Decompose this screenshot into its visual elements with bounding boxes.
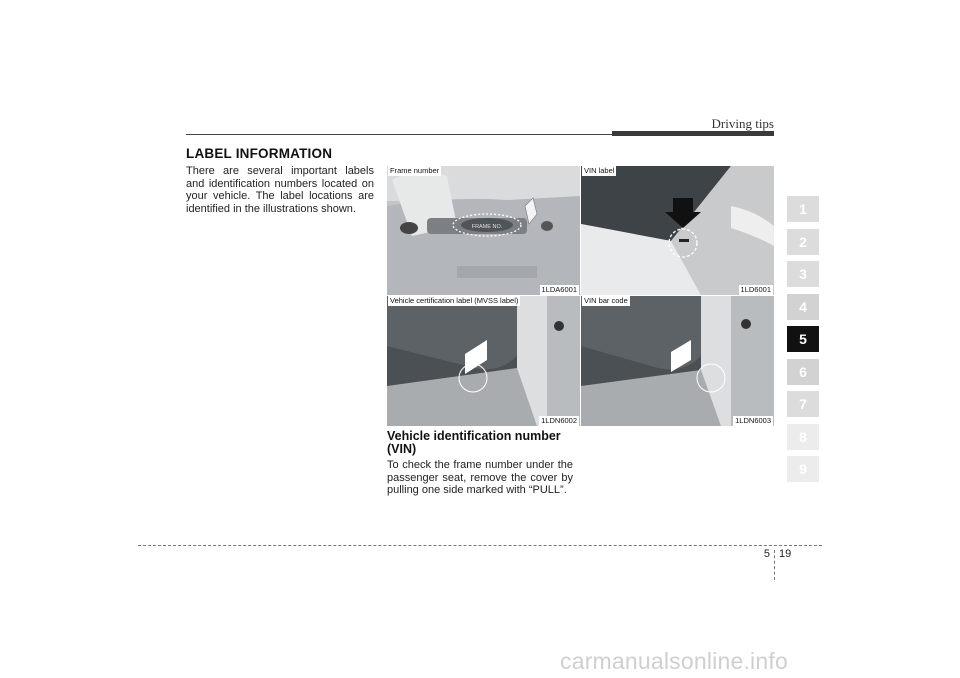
footer-chapter-number: 5: [763, 548, 770, 560]
chapter-tabs: [787, 196, 819, 489]
footer-page-number: 19: [779, 548, 792, 560]
photo-caption: VIN bar code: [584, 296, 628, 305]
footer-divider: [138, 545, 822, 546]
chapter-tab-5[interactable]: 5: [787, 326, 819, 352]
chapter-tab-6[interactable]: 6: [787, 359, 819, 385]
header-rule: [186, 134, 613, 135]
vin-label-illustration: [581, 166, 774, 295]
chapter-tab-8[interactable]: 8: [787, 424, 819, 450]
photo-code: 1LDA6001: [541, 285, 577, 294]
photo-caption: Frame number: [390, 166, 440, 175]
frame-number-illustration: [387, 166, 580, 295]
watermark: carmanualsonline.info: [560, 648, 788, 674]
intro-paragraph: There are several important labels and identification numbers located on your vehicle. The label locations are identified in the illustrations shown.: [186, 165, 374, 215]
photo-caption: VIN label: [584, 166, 615, 175]
chapter-tab-7[interactable]: 7: [787, 391, 819, 417]
vin-subheading: Vehicle identification number (VIN): [387, 429, 561, 456]
chapter-tab-3[interactable]: 3: [787, 261, 819, 287]
frame-no-text: FRAME NO.: [471, 224, 503, 230]
chapter-tab-4[interactable]: 4: [787, 294, 819, 320]
header-rule-accent: [612, 131, 774, 136]
certification-label-illustration: [387, 296, 580, 426]
photo-vin-bar-code: [581, 296, 774, 426]
photo-code: 1LDN6003: [735, 416, 771, 425]
photo-code: 1LDN6002: [541, 416, 577, 425]
photo-certification-label: [387, 296, 580, 426]
chapter-tab-1[interactable]: 1: [787, 196, 819, 222]
photo-code: 1LD6001: [740, 285, 771, 294]
photo-frame-number: [387, 166, 580, 295]
vin-bar-code-illustration: [581, 296, 774, 426]
photo-vin-label: [581, 166, 774, 295]
footer-page-divider: [774, 550, 775, 580]
chapter-tab-9[interactable]: 9: [787, 456, 819, 482]
section-title: Driving tips: [711, 116, 774, 131]
page-heading: LABEL INFORMATION: [186, 146, 333, 161]
chapter-tab-2[interactable]: 2: [787, 229, 819, 255]
photo-caption: Vehicle certification label (MVSS label): [390, 296, 519, 305]
vin-paragraph: To check the frame number under the passenger seat, remove the cover by pulling one side marked with “PULL”.: [387, 459, 573, 496]
